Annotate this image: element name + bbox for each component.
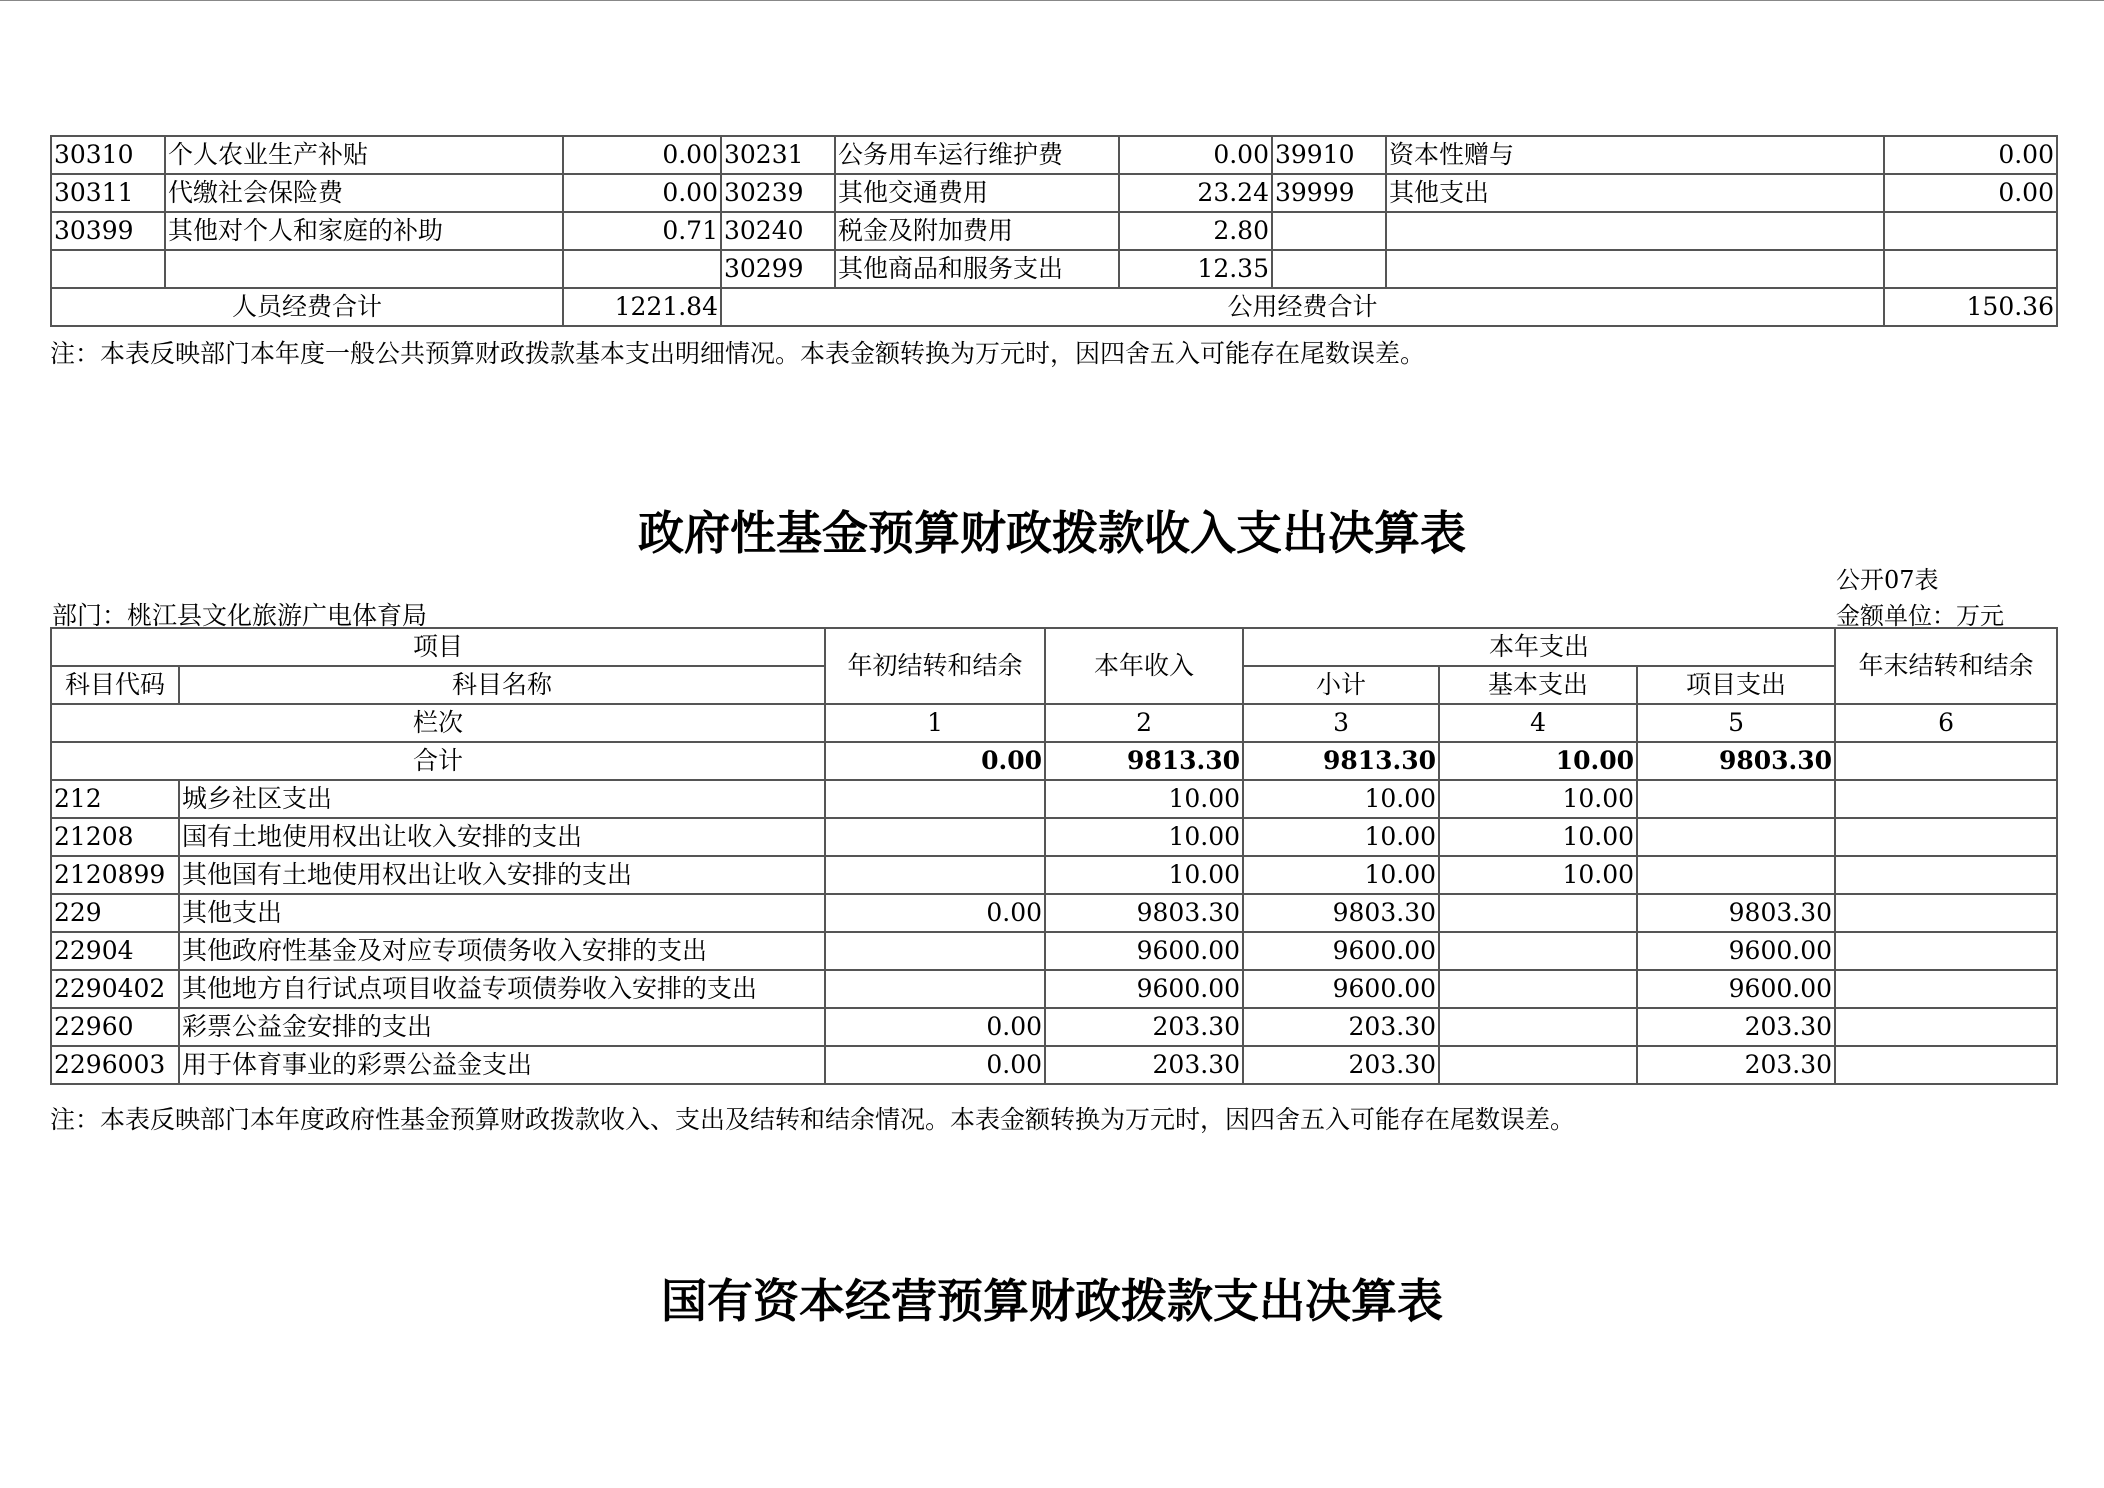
econ-code	[1272, 212, 1386, 250]
project	[1637, 856, 1835, 894]
subtotal: 10.00	[1243, 780, 1439, 818]
econ-name: 公务用车运行维护费	[835, 136, 1119, 174]
econ-name	[1386, 250, 1884, 288]
amount: 0.00	[1884, 136, 2057, 174]
basic	[1439, 894, 1637, 932]
econ-name: 其他对个人和家庭的补助	[165, 212, 563, 250]
header-income: 本年收入	[1045, 628, 1243, 704]
subject-name: 其他地方自行试点项目收益专项债券收入安排的支出	[179, 970, 825, 1008]
econ-name	[165, 250, 563, 288]
subject-name: 彩票公益金安排的支出	[179, 1008, 825, 1046]
project	[1637, 780, 1835, 818]
econ-code: 30240	[721, 212, 835, 250]
column-number: 2	[1045, 704, 1243, 742]
subject-code: 22904	[51, 932, 179, 970]
amount: 0.00	[563, 174, 721, 212]
opening	[825, 818, 1045, 856]
column-number: 1	[825, 704, 1045, 742]
econ-code: 30239	[721, 174, 835, 212]
header-subtotal: 小计	[1243, 666, 1439, 704]
header-closing: 年末结转和结余	[1835, 628, 2057, 704]
econ-name: 其他支出	[1386, 174, 1884, 212]
closing	[1835, 1008, 2057, 1046]
header-project: 项目支出	[1637, 666, 1835, 704]
project: 203.30	[1637, 1008, 1835, 1046]
econ-name: 代缴社会保险费	[165, 174, 563, 212]
total-label: 合计	[51, 742, 825, 780]
subject-code: 212	[51, 780, 179, 818]
econ-name: 其他商品和服务支出	[835, 250, 1119, 288]
total-opening: 0.00	[825, 742, 1045, 780]
amount	[1884, 250, 2057, 288]
table-row	[51, 780, 2057, 818]
amount: 23.24	[1119, 174, 1272, 212]
page-top-border	[0, 0, 2104, 1]
basic-expenditure-table	[50, 135, 2058, 327]
income: 203.30	[1045, 1046, 1243, 1084]
econ-code: 30299	[721, 250, 835, 288]
closing	[1835, 970, 2057, 1008]
total-project: 9803.30	[1637, 742, 1835, 780]
header-name: 科目名称	[179, 666, 825, 704]
column-number-row	[51, 704, 2057, 742]
subject-name: 其他政府性基金及对应专项债务收入安排的支出	[179, 932, 825, 970]
subject-code: 229	[51, 894, 179, 932]
basic	[1439, 970, 1637, 1008]
subject-code: 22960	[51, 1008, 179, 1046]
table-row	[51, 212, 2057, 250]
amount: 12.35	[1119, 250, 1272, 288]
project: 9600.00	[1637, 970, 1835, 1008]
basic: 10.00	[1439, 818, 1637, 856]
table-row	[51, 970, 2057, 1008]
subject-name: 国有土地使用权出让收入安排的支出	[179, 818, 825, 856]
public-total: 150.36	[1884, 288, 2057, 326]
subject-name: 城乡社区支出	[179, 780, 825, 818]
table-row	[51, 818, 2057, 856]
department-label: 部门：桃江县文化旅游广电体育局	[52, 601, 428, 630]
subtotal: 10.00	[1243, 818, 1439, 856]
econ-code: 39910	[1272, 136, 1386, 174]
table-row	[51, 894, 2057, 932]
amount	[1884, 212, 2057, 250]
personnel-total-label: 人员经费合计	[51, 288, 563, 326]
personnel-total: 1221.84	[563, 288, 721, 326]
subject-code: 21208	[51, 818, 179, 856]
subtotal: 203.30	[1243, 1046, 1439, 1084]
table-row	[51, 174, 2057, 212]
amount	[563, 250, 721, 288]
amount: 0.00	[1884, 174, 2057, 212]
totals-row	[51, 288, 2057, 326]
column-number: 5	[1637, 704, 1835, 742]
econ-name	[1386, 212, 1884, 250]
closing	[1835, 818, 2057, 856]
subtotal: 9600.00	[1243, 932, 1439, 970]
table2-note: 注：本表反映部门本年度政府性基金预算财政拨款收入、支出及结转和结余情况。本表金额转换为万元时，因四舍五入可能存在尾数误差。	[50, 1105, 1576, 1134]
econ-code: 39999	[1272, 174, 1386, 212]
econ-name: 税金及附加费用	[835, 212, 1119, 250]
table-row	[51, 136, 2057, 174]
header-expense: 本年支出	[1243, 628, 1835, 666]
closing	[1835, 780, 2057, 818]
econ-code: 30231	[721, 136, 835, 174]
opening	[825, 780, 1045, 818]
total-income: 9813.30	[1045, 742, 1243, 780]
amount: 0.71	[563, 212, 721, 250]
opening: 0.00	[825, 1046, 1045, 1084]
closing	[1835, 932, 2057, 970]
opening	[825, 932, 1045, 970]
table3-title: 国有资本经营预算财政拨款支出决算表	[661, 1274, 1443, 1328]
basic	[1439, 1046, 1637, 1084]
basic	[1439, 1008, 1637, 1046]
project: 203.30	[1637, 1046, 1835, 1084]
income: 10.00	[1045, 780, 1243, 818]
amount: 0.00	[563, 136, 721, 174]
closing	[1835, 856, 2057, 894]
econ-code: 30399	[51, 212, 165, 250]
subtotal: 9803.30	[1243, 894, 1439, 932]
column-number: 6	[1835, 704, 2057, 742]
opening: 0.00	[825, 1008, 1045, 1046]
subject-name: 其他支出	[179, 894, 825, 932]
econ-code	[51, 250, 165, 288]
subtotal: 9600.00	[1243, 970, 1439, 1008]
subject-code: 2120899	[51, 856, 179, 894]
opening	[825, 970, 1045, 1008]
table-row	[51, 1046, 2057, 1084]
econ-name: 资本性赠与	[1386, 136, 1884, 174]
econ-name: 个人农业生产补贴	[165, 136, 563, 174]
project	[1637, 818, 1835, 856]
income: 9803.30	[1045, 894, 1243, 932]
project: 9803.30	[1637, 894, 1835, 932]
form-number: 公开07表	[1836, 566, 1939, 594]
subtotal: 203.30	[1243, 1008, 1439, 1046]
header-item: 项目	[51, 628, 825, 666]
column-number: 4	[1439, 704, 1637, 742]
subject-name: 用于体育事业的彩票公益金支出	[179, 1046, 825, 1084]
closing	[1835, 1046, 2057, 1084]
opening: 0.00	[825, 894, 1045, 932]
table-row	[51, 1008, 2057, 1046]
closing	[1835, 894, 2057, 932]
opening	[825, 856, 1045, 894]
header-basic: 基本支出	[1439, 666, 1637, 704]
econ-code: 30311	[51, 174, 165, 212]
table1-note: 注：本表反映部门本年度一般公共预算财政拨款基本支出明细情况。本表金额转换为万元时，因四舍五入可能存在尾数误差。	[50, 339, 1426, 368]
basic: 10.00	[1439, 856, 1637, 894]
econ-code	[1272, 250, 1386, 288]
table-row	[51, 250, 2057, 288]
income: 203.30	[1045, 1008, 1243, 1046]
column-label: 栏次	[51, 704, 825, 742]
econ-code: 30310	[51, 136, 165, 174]
public-total-label: 公用经费合计	[721, 288, 1884, 326]
subject-code: 2296003	[51, 1046, 179, 1084]
table-row	[51, 932, 2057, 970]
header-row	[51, 628, 2057, 666]
income: 9600.00	[1045, 932, 1243, 970]
econ-name: 其他交通费用	[835, 174, 1119, 212]
income: 9600.00	[1045, 970, 1243, 1008]
basic: 10.00	[1439, 780, 1637, 818]
column-number: 3	[1243, 704, 1439, 742]
subject-name: 其他国有土地使用权出让收入安排的支出	[179, 856, 825, 894]
project: 9600.00	[1637, 932, 1835, 970]
total-closing	[1835, 742, 2057, 780]
subtotal: 10.00	[1243, 856, 1439, 894]
header-opening: 年初结转和结余	[825, 628, 1045, 704]
subject-code: 2290402	[51, 970, 179, 1008]
total-subtotal: 9813.30	[1243, 742, 1439, 780]
table2-title: 政府性基金预算财政拨款收入支出决算表	[638, 506, 1466, 560]
table-row	[51, 856, 2057, 894]
total-basic: 10.00	[1439, 742, 1637, 780]
basic	[1439, 932, 1637, 970]
income: 10.00	[1045, 856, 1243, 894]
header-code: 科目代码	[51, 666, 179, 704]
unit-label: 金额单位：万元	[1836, 602, 2004, 630]
total-row	[51, 742, 2057, 780]
fund-budget-table	[50, 627, 2058, 1085]
amount: 2.80	[1119, 212, 1272, 250]
amount: 0.00	[1119, 136, 1272, 174]
income: 10.00	[1045, 818, 1243, 856]
